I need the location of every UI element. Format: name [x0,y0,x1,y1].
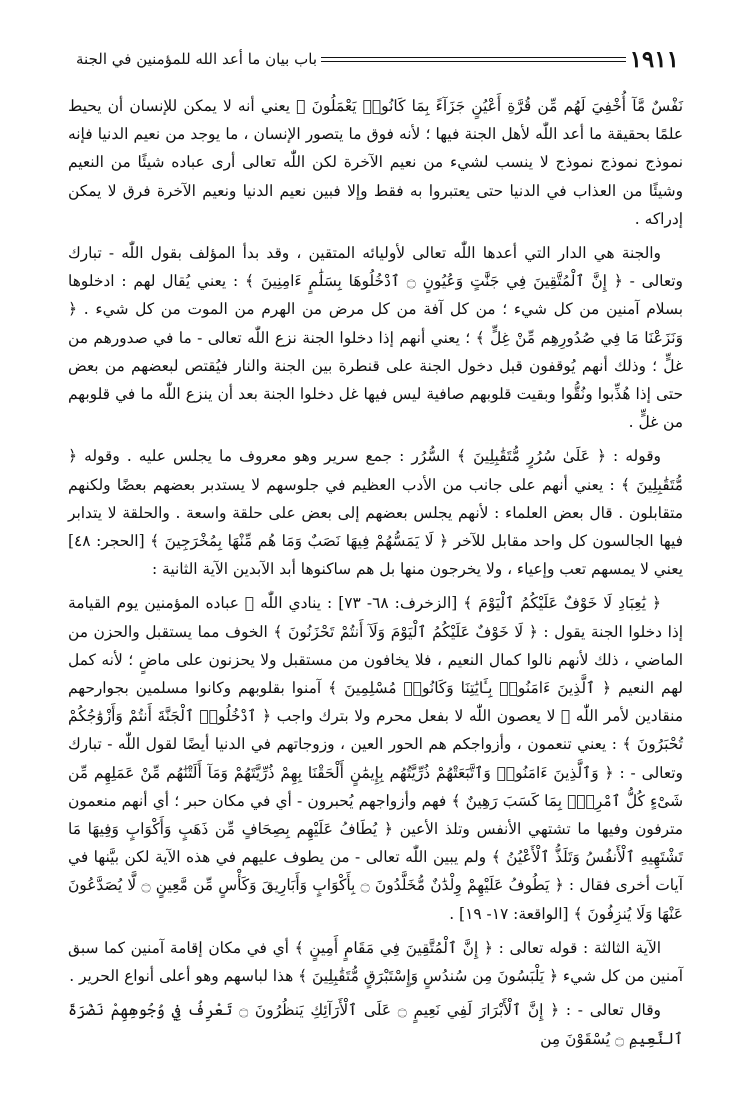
page-body [68,92,683,1063]
running-head: باب بيان ما أعد الله للمؤمنين في الجنة [76,50,317,68]
paragraph-1: نَفْسٌ مَّآ أُخْفِيَ لَهُم مِّن قُرَّةِ أَعْيُنٍ جَزَآءً بِمَا كَانُوا۟ يَعْمَلُونَ ﴾ يعني أنه لا يمكن للإنسان أن يحيط علمًا بحقيقة ما أعد اللّٰه لأهل الجنة فيها ؛ لأنه فوق ما يتصور الإنسان ، ما يوجد من نعيم الدنيا فإنه نموذج نموذج نموذج لا ينسب لشيء من نعيم الآخرة لكن اللّٰه تعالى أرى عباده شيئًا من النعيم وشيئًا من العذاب في الدنيا حتى يعتبروا به فقط وإلا فبين نعيم الدنيا ونعيم الآخرة فرق لا يمكن إدراكه . [68,97,683,228]
paragraph-2: والجنة هي الدار التي أعدها اللّٰه تعالى لأوليائه المتقين ، وقد بدأ المؤلف بقول اللّٰه - تبارك وتعالى - ﴿ إِنَّ ٱلْمُتَّقِينَ فِي جَنَّٰتٍ وَعُيُونٍ ۝ ٱدْخُلُوهَا بِسَلَٰمٍ ءَامِنِينَ ﴾ : يعني يُقال لهم : ادخلوها بسلام آمنين من كل شيء ؛ من كل آفة من كل مرض من الهرم من الموت من كل شيء . ﴿ وَنَزَعْنَا مَا فِي صُدُورِهِم مِّنْ غِلٍّ ﴾ ؛ يعني أنهم إذا دخلوا الجنة نزع اللّٰه تعالى - ما في صدورهم من غلٍّ ؛ وذلك أنهم يُوقفون قبل دخول الجنة على قنطرة بين الجنة والنار فيُقتص لبعضهم من بعض حتى إذا هُذِّبوا ونُقُّوا وبقيت قلوبهم صافية ليس فيها غل دخلوا الجنة بعد أن ينزع اللّٰه ما في قلوبهم من غلٍّ . [68,244,683,432]
page-header [68,42,683,76]
paragraph-3: وقوله : ﴿ عَلَىٰ سُرُرٍ مُّتَقَٰبِلِينَ ﴾ السُّرُر : جمع سرير وهو معروف ما يجلس عليه . وقوله ﴿ مُّتَقَٰبِلِينَ ﴾ : يعني أنهم على جانب من الأدب العظيم في جلوسهم لا يستدبر بعضهم بعضًا ولكنهم متقابلون . قال بعض العلماء : لأنهم يجلس بعضهم إلى بعض على حلقة واسعة . والحلقة لا يتدابر فيها الجالسون كل واحد مقابل للآخر ﴿ لَا يَمَسُّهُمْ فِيهَا نَصَبٌ وَمَا هُم مِّنْهَا بِمُخْرَجِينَ ﴾ [الحجر: ٤٨] يعني لا يمسهم تعب وإعياء ، ولا يخرجون منها بل هم ساكنوها أبد الآبدين الآية الثانية : [68,447,683,579]
paragraph-6: وقال تعالى - : ﴿ إِنَّ ٱلْأَبْرَارَ لَفِي نَعِيمٍ ۝ عَلَى ٱلْأَرَآئِكِ يَنظُرُونَ ۝ تَعْرِفُ فِي وُجُوهِهِمْ نَضْرَةَ ٱلنَّعِيمِ ۝ يُسْقَوْنَ مِن [68,1001,683,1048]
header-rule [321,57,626,62]
paragraph-4: ﴿ يَٰعِبَادِ لَا خَوْفٌ عَلَيْكُمُ ٱلْيَوْمَ ﴾ [الزخرف: ٦٨- ٧٣] : ينادي اللّٰه ﷻ عباده المؤمنين يوم القيامة إذا دخلوا الجنة يقول : ﴿ لَا خَوْفٌ عَلَيْكُمُ ٱلْيَوْمَ وَلَآ أَنتُمْ تَحْزَنُونَ ﴾ الخوف مما يستقبل والحزن من الماضي ، ذلك لأنهم نالوا كمال النعيم ، فلا يخافون من مستقبل ولا يحزنون على ماضٍ ؛ لأنه كمل لهم النعيم ﴿ ٱلَّذِينَ ءَامَنُوا۟ بِـَٔايَٰتِنَا وَكَانُوا۟ مُسْلِمِينَ ﴾ آمنوا بقلوبهم وكانوا مسلمين بجوارحهم منقادين لأمر اللّٰه ﷻ لا يعصون اللّٰه لا بفعل محرم ولا بترك واجب ﴿ ٱدْخُلُوا۟ ٱلْجَنَّةَ أَنتُمْ وَأَزْوَٰجُكُمْ تُحْبَرُونَ ﴾ : يعني تنعمون ، وأزواجكم هم الحور العين ، وزوجاتهم في الدنيا أيضًا لقول اللّٰه - تبارك وتعالى - : ﴿ وَٱلَّذِينَ ءَامَنُوا۟ وَٱتَّبَعَتْهُمْ ذُرِّيَّتُهُم بِإِيمَٰنٍ أَلْحَقْنَا بِهِمْ ذُرِّيَّتَهُمْ وَمَآ أَلَتْنَٰهُم مِّنْ عَمَلِهِم مِّن شَىْءٍ كُلُّ ٱمْرِئٍۭ بِمَا كَسَبَ رَهِينٌ ﴾ فهم وأزواجهم يُحبرون - أي في مكان حبر ؛ أي أنهم منعمون مترفون وفيها ما تشتهي الأنفس وتلذ الأعين ﴿ يُطَافُ عَلَيْهِم بِصِحَافٍ مِّن ذَهَبٍ وَأَكْوَابٍ وَفِيهَا مَا تَشْتَهِيهِ ٱلْأَنفُسُ وَتَلَذُّ ٱلْأَعْيُنُ ﴾ ولم يبين اللّٰه تعالى - من يطوف عليهم في هذه الآية لكن بيَّنها في آيات أخرى فقال : ﴿ يَطُوفُ عَلَيْهِمْ وِلْدَٰنٌ مُّخَلَّدُونَ ۝ بِأَكْوَابٍ وَأَبَارِيقَ وَكَأْسٍ مِّن مَّعِينٍ ۝ لَّا يُصَدَّعُونَ عَنْهَا وَلَا يُنزِفُونَ ﴾ [الواقعة: ١٧- ١٩] . [68,594,683,923]
paragraph-5: الآية الثالثة : قوله تعالى : ﴿ إِنَّ ٱلْمُتَّقِينَ فِي مَقَامٍ أَمِينٍ ﴾ أي في مكان إقامة آمنين كما سبق آمنين من كل شيء ﴿ يَلْبَسُونَ مِن سُندُسٍ وَإِسْتَبْرَقٍ مُّتَقَٰبِلِينَ ﴾ هذا لباسهم وهو أعلى أنواع الحرير . [68,938,683,986]
page-number: ١٩١١ [629,45,679,73]
